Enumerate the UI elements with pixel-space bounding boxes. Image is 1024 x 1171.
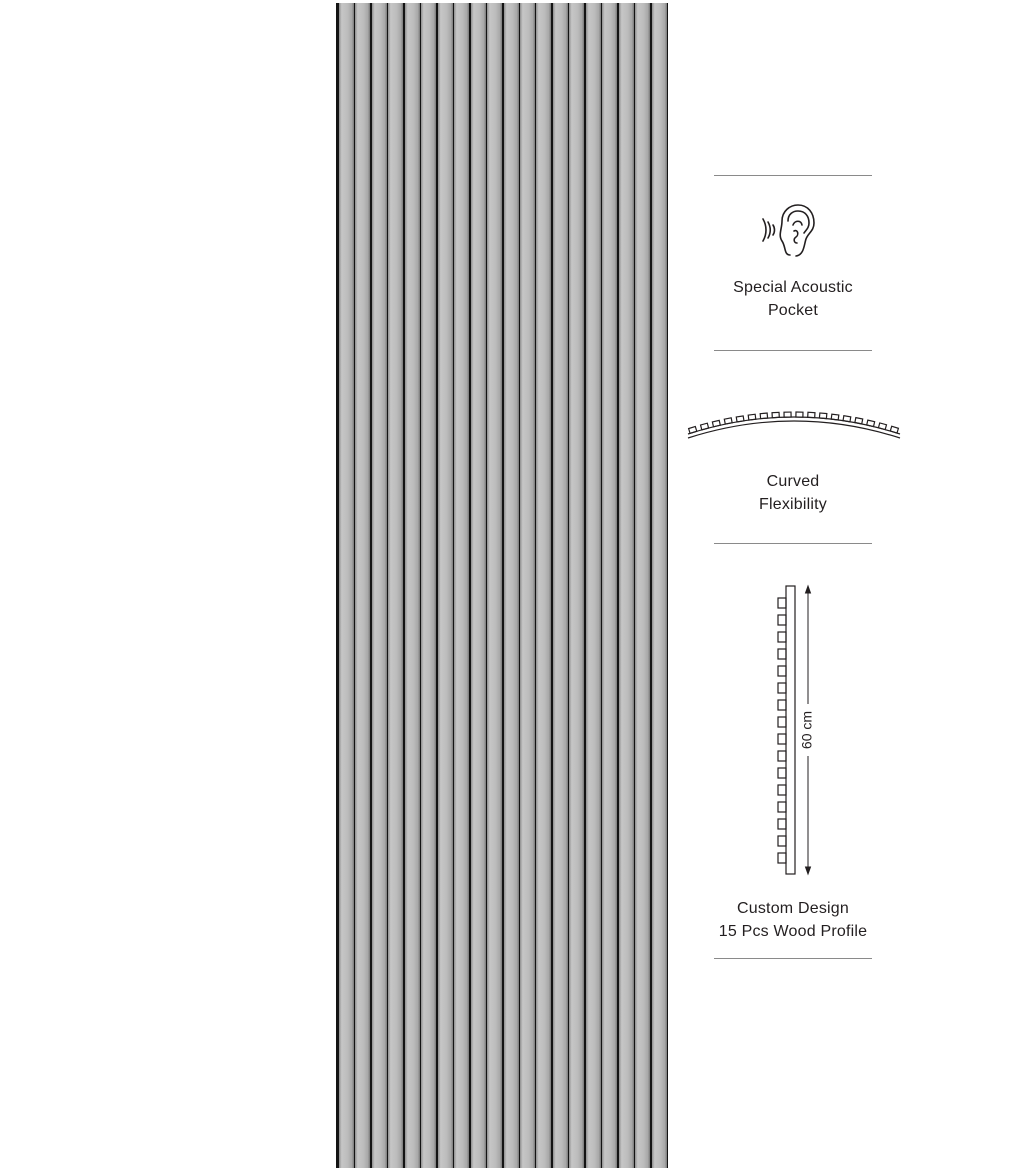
- panel-slat: [619, 3, 634, 1168]
- panel-slat: [454, 3, 469, 1168]
- acoustic-slat-panel: [336, 3, 668, 1168]
- divider-line-4: [714, 958, 872, 959]
- feature-label-curved: [700, 471, 886, 516]
- panel-slat: [504, 3, 519, 1168]
- ear-sound-icon: [760, 203, 820, 259]
- panel-slat: [471, 3, 486, 1168]
- panel-slat: [388, 3, 403, 1168]
- feature-label-line: Special Acoustic: [733, 279, 853, 296]
- feature-label-line: 15 Pcs Wood Profile: [718, 922, 868, 940]
- panel-slat: [553, 3, 568, 1168]
- panel-slat: [536, 3, 551, 1168]
- curved-panel-icon: [684, 404, 904, 444]
- panel-slat: [586, 3, 601, 1168]
- panel-profile-icon: [770, 584, 826, 880]
- panel-slat: [602, 3, 617, 1168]
- divider-line-2: [714, 350, 872, 351]
- panel-slat: [372, 3, 387, 1168]
- feature-label-line: Custom Design: [737, 900, 849, 917]
- panel-slat: [569, 3, 584, 1168]
- panel-slat: [339, 3, 354, 1168]
- panel-slat: [520, 3, 535, 1168]
- feature-label-custom-design: [700, 898, 886, 943]
- panel-slat: [652, 3, 667, 1168]
- dimension-label: 60 cm: [798, 710, 815, 750]
- panel-slat: [438, 3, 453, 1168]
- feature-label-line: Flexibility: [759, 495, 827, 513]
- panel-slat: [405, 3, 420, 1168]
- panel-slat: [355, 3, 370, 1168]
- panel-slat: [635, 3, 650, 1168]
- panel-slat: [421, 3, 436, 1168]
- panel-slat: [487, 3, 502, 1168]
- feature-label-line: Pocket: [767, 301, 819, 319]
- divider-line-3: [714, 543, 872, 544]
- feature-label-line: Curved: [766, 473, 820, 490]
- feature-label-acoustic: [700, 277, 886, 322]
- divider-line-1: [714, 175, 872, 176]
